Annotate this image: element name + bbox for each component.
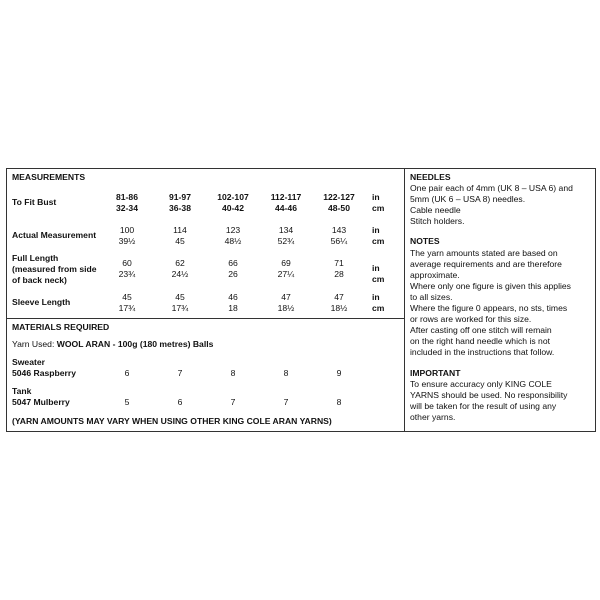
measurements-title: MEASUREMENTS bbox=[12, 172, 86, 182]
sweater-qty-1: 6 bbox=[124, 368, 130, 378]
materials-title: MATERIALS REQUIRED bbox=[12, 322, 110, 332]
sweater-qty-2: 7 bbox=[177, 368, 183, 378]
length-units: in cm bbox=[372, 263, 385, 284]
column-divider bbox=[404, 168, 405, 432]
length-val-3: 66 26 bbox=[228, 258, 238, 279]
bust-units: in cm bbox=[372, 192, 385, 213]
length-val-4: 69 27¼ bbox=[277, 258, 295, 279]
section-divider bbox=[6, 318, 404, 319]
bust-val-3: 102-107 40-42 bbox=[217, 192, 249, 213]
length-val-1: 60 23¾ bbox=[118, 258, 136, 279]
needles-title: NEEDLES bbox=[410, 172, 451, 182]
yarn-amount-note: (YARN AMOUNTS MAY VARY WHEN USING OTHER KING COLE ARAN YARNS) bbox=[12, 416, 332, 426]
actual-val-5: 143 56¼ bbox=[330, 225, 348, 246]
notes-title: NOTES bbox=[410, 236, 440, 246]
actual-val-2: 114 45 bbox=[173, 225, 187, 246]
tank-qty-1: 5 bbox=[124, 397, 130, 407]
row-label-sleeve: Sleeve Length bbox=[12, 297, 71, 307]
sleeve-val-3: 46 18 bbox=[228, 292, 238, 313]
sleeve-val-4: 47 18½ bbox=[277, 292, 295, 313]
tank-qty-5: 8 bbox=[336, 397, 342, 407]
sleeve-units: in cm bbox=[372, 292, 385, 313]
actual-val-4: 134 52¾ bbox=[277, 225, 295, 246]
sweater-qty-4: 8 bbox=[283, 368, 289, 378]
actual-val-3: 123 48½ bbox=[224, 225, 242, 246]
tank-qty-3: 7 bbox=[230, 397, 236, 407]
row-label-length: Full Length (measured from side of back neck) bbox=[12, 253, 97, 285]
bust-val-4: 112-117 44-46 bbox=[270, 192, 302, 213]
sleeve-val-1: 45 17¾ bbox=[118, 292, 136, 313]
sweater-label: Sweater 5046 Raspberry bbox=[12, 357, 77, 378]
actual-units: in cm bbox=[372, 225, 385, 246]
needles-text: One pair each of 4mm (UK 8 – USA 6) and 5mm (UK 6 – USA 8) needles. Cable needle Stitch holders. bbox=[410, 183, 573, 226]
length-val-5: 71 28 bbox=[334, 258, 344, 279]
length-val-2: 62 24½ bbox=[171, 258, 189, 279]
sweater-qty-5: 9 bbox=[336, 368, 342, 378]
tank-qty-2: 6 bbox=[177, 397, 183, 407]
actual-val-1: 100 39½ bbox=[118, 225, 136, 246]
sleeve-val-2: 45 17¾ bbox=[171, 292, 189, 313]
row-label-bust: To Fit Bust bbox=[12, 197, 57, 207]
bust-val-5: 122-127 48-50 bbox=[323, 192, 355, 213]
tank-qty-4: 7 bbox=[283, 397, 289, 407]
tank-label: Tank 5047 Mulberry bbox=[12, 386, 70, 407]
yarn-used: Yarn Used: WOOL ARAN - 100g (180 metres) Balls bbox=[12, 339, 214, 349]
bust-val-1: 81-86 32-34 bbox=[116, 192, 138, 213]
sweater-qty-3: 8 bbox=[230, 368, 236, 378]
row-label-actual: Actual Measurement bbox=[12, 230, 97, 240]
important-title: IMPORTANT bbox=[410, 368, 461, 378]
bust-val-2: 91-97 36-38 bbox=[169, 192, 191, 213]
sleeve-val-5: 47 18½ bbox=[330, 292, 348, 313]
important-text: To ensure accuracy only KING COLE YARNS should be used. No responsibility will be taken for the result of using any other yarns. bbox=[410, 379, 568, 422]
notes-text: The yarn amounts stated are based on average requirements and are therefore approximate. Where only one figure is given this applies to all sizes. Where the figure 0 appears, no sts, times or rows are worked for this size. After casting off one stitch will remain on the right hand needle which is not included in the instructions that follow. bbox=[410, 248, 571, 357]
